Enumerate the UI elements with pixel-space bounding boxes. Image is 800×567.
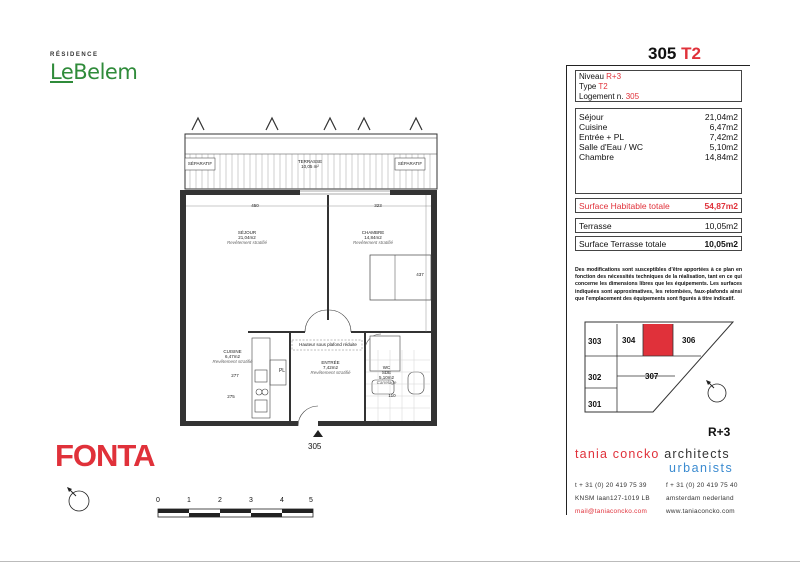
unit-title: [648, 44, 701, 64]
wc-label: [369, 365, 404, 385]
entree-area: 7,42m2: [322, 365, 338, 370]
room-name: Salle d'Eau / WC: [579, 142, 643, 152]
room-name: Cuisine: [579, 122, 608, 132]
footer-rule: [0, 561, 800, 562]
panel-rule-top: [566, 65, 750, 66]
wc-note: Carrelage: [376, 380, 397, 385]
brand-name-prefix: Le: [50, 60, 74, 84]
dim-277: 277: [231, 373, 239, 378]
niveau-label: Niveau: [579, 72, 604, 81]
scale-label-0: 0: [156, 497, 160, 504]
architect-website[interactable]: www.taniaconcko.com: [666, 508, 735, 515]
room-area: 6,47m2: [709, 122, 738, 132]
room-row: [579, 112, 738, 122]
sejour-note: Revêtement stratifié: [226, 240, 268, 245]
unit-info-box: [575, 70, 742, 102]
dim-110: 110: [388, 393, 396, 398]
entry-unit-number: 305: [308, 442, 322, 451]
room-name: Chambre: [579, 152, 614, 162]
pl-label: PL: [278, 368, 286, 374]
sejour-name: SÉJOUR: [237, 230, 257, 235]
plafond-note: Hauteur sous plafond réduite: [299, 342, 357, 347]
panel-rule-left: [566, 65, 567, 515]
keyplan-level: R+3: [708, 425, 731, 439]
scale-label-4: 4: [280, 497, 284, 504]
room-row: [579, 122, 738, 132]
entree-label: [308, 360, 353, 375]
habitable-total-label: Surface Habitable totale: [579, 201, 670, 211]
brand-logo: [50, 60, 137, 84]
terrasse-total-label: Surface Terrasse totale: [579, 239, 667, 249]
rooms-box: [575, 108, 742, 194]
dim-275: 275: [227, 394, 235, 399]
architect-name: [575, 447, 730, 461]
sejour-label: [222, 230, 272, 245]
scale-label-5: 5: [309, 497, 313, 504]
chambre-note: Revêtement stratifié: [352, 240, 394, 245]
terrasse-total-value: 10,05m2: [704, 239, 738, 249]
architect-address-b: amsterdam nederland: [666, 495, 734, 502]
keyplan-unit-303: 303: [588, 337, 602, 346]
terrasse-value: 10,05m2: [704, 221, 738, 231]
terrasse-row: [579, 221, 738, 231]
chambre-area: 14,84m2: [364, 235, 382, 240]
unit-type: T2: [681, 44, 701, 63]
scale-label-1: 1: [187, 497, 191, 504]
separatif-left: SÉPARATIF: [187, 161, 213, 166]
terrasse-label: Terrasse: [579, 221, 612, 231]
scale-label-3: 3: [249, 497, 253, 504]
wc-name: WC: [382, 365, 391, 370]
room-area: 21,04m2: [704, 112, 738, 122]
architect-email[interactable]: mail@taniaconcko.com: [575, 508, 648, 515]
architect-fax: f + 31 (0) 20 419 75 40: [666, 482, 738, 489]
terrace-area: 10,05 m²: [301, 164, 319, 169]
room-row: [579, 152, 738, 162]
cuisine-name: CUISINE: [223, 349, 242, 354]
room-row: [579, 142, 738, 152]
room-area: 5,10m2: [709, 142, 738, 152]
cuisine-area: 6,47m2: [224, 354, 240, 359]
disclaimer-text: Des modifications sont susceptibles d'être apportées à ce plan en fonction des nécessités techniques de la réalisation, tant en ce qui concerne les dimensions libres que les équipements. Les surfaces indiquées sont approximatives, les retombées, faux-plafonds ainsi que l'emplacement des équipements sont figurés à titre indicatif.: [575, 267, 742, 302]
niveau-value: R+3: [606, 72, 622, 81]
type-value: T2: [598, 82, 608, 91]
room-area: 7,42m2: [709, 132, 738, 142]
terrasse-total-box: [575, 236, 742, 251]
north-arrow-icon: [64, 484, 94, 514]
room-name: Entrée + PL: [579, 132, 625, 142]
architect-subtitle: urbanists: [669, 461, 734, 475]
sejour-area: 21,04m2: [238, 235, 256, 240]
keyplan-unit-307: 307: [645, 372, 659, 381]
niveau-row: [579, 72, 738, 82]
keyplan-unit-304: 304: [622, 336, 636, 345]
developer-logo: FONTA: [55, 438, 155, 473]
terrasse-total-row: [579, 239, 738, 249]
logement-value: 305: [625, 92, 640, 101]
terrace-name: TERRASSE: [297, 159, 323, 164]
scale-bar: [156, 507, 316, 519]
architect-name-a: tania concko: [575, 447, 660, 461]
habitable-total-value: 54,87m2: [704, 201, 738, 211]
chambre-name: CHAMBRE: [361, 230, 385, 235]
unit-number: 305: [648, 44, 677, 63]
wc-area: 5,10m2: [378, 375, 394, 380]
cuisine-note: Revêtement stratifié: [212, 359, 253, 364]
terrace-label: [290, 159, 330, 169]
architect-address-a: KNSM laan127-1019 LB: [575, 495, 650, 502]
chambre-label: [348, 230, 398, 245]
habitable-total-row: [579, 201, 738, 211]
key-plan: [583, 320, 743, 420]
type-label: Type: [579, 82, 597, 91]
scale-label-2: 2: [218, 497, 222, 504]
keyplan-unit-302: 302: [588, 373, 602, 382]
dim-323: 323: [374, 203, 382, 208]
dim-450: 450: [251, 203, 259, 208]
brand-name-main: Belem: [73, 60, 138, 84]
habitable-total-box: [575, 198, 742, 213]
type-row: [579, 82, 738, 92]
keyplan-unit-306: 306: [682, 336, 696, 345]
logement-row: [579, 92, 738, 102]
room-row: [579, 132, 738, 142]
sde-name: SDE: [381, 370, 392, 375]
entree-note: Revêtement stratifié: [310, 370, 351, 375]
room-area: 14,84m2: [704, 152, 738, 162]
room-name: Séjour: [579, 112, 604, 122]
cuisine-label: [210, 349, 255, 364]
entree-name: ENTRÉE: [321, 360, 340, 365]
north-arrow-icon-keyplan: [703, 377, 731, 405]
terrasse-box: [575, 218, 742, 233]
dim-437: 437: [416, 272, 424, 277]
logement-label: Logement n.: [579, 92, 624, 101]
architect-phone: t + 31 (0) 20 419 75 39: [575, 482, 647, 489]
architect-name-b: architects: [664, 447, 730, 461]
separatif-right: SÉPARATIF: [397, 161, 423, 166]
brand-residence-label: RÉSIDENCE: [50, 52, 99, 58]
keyplan-unit-301: 301: [588, 400, 602, 409]
